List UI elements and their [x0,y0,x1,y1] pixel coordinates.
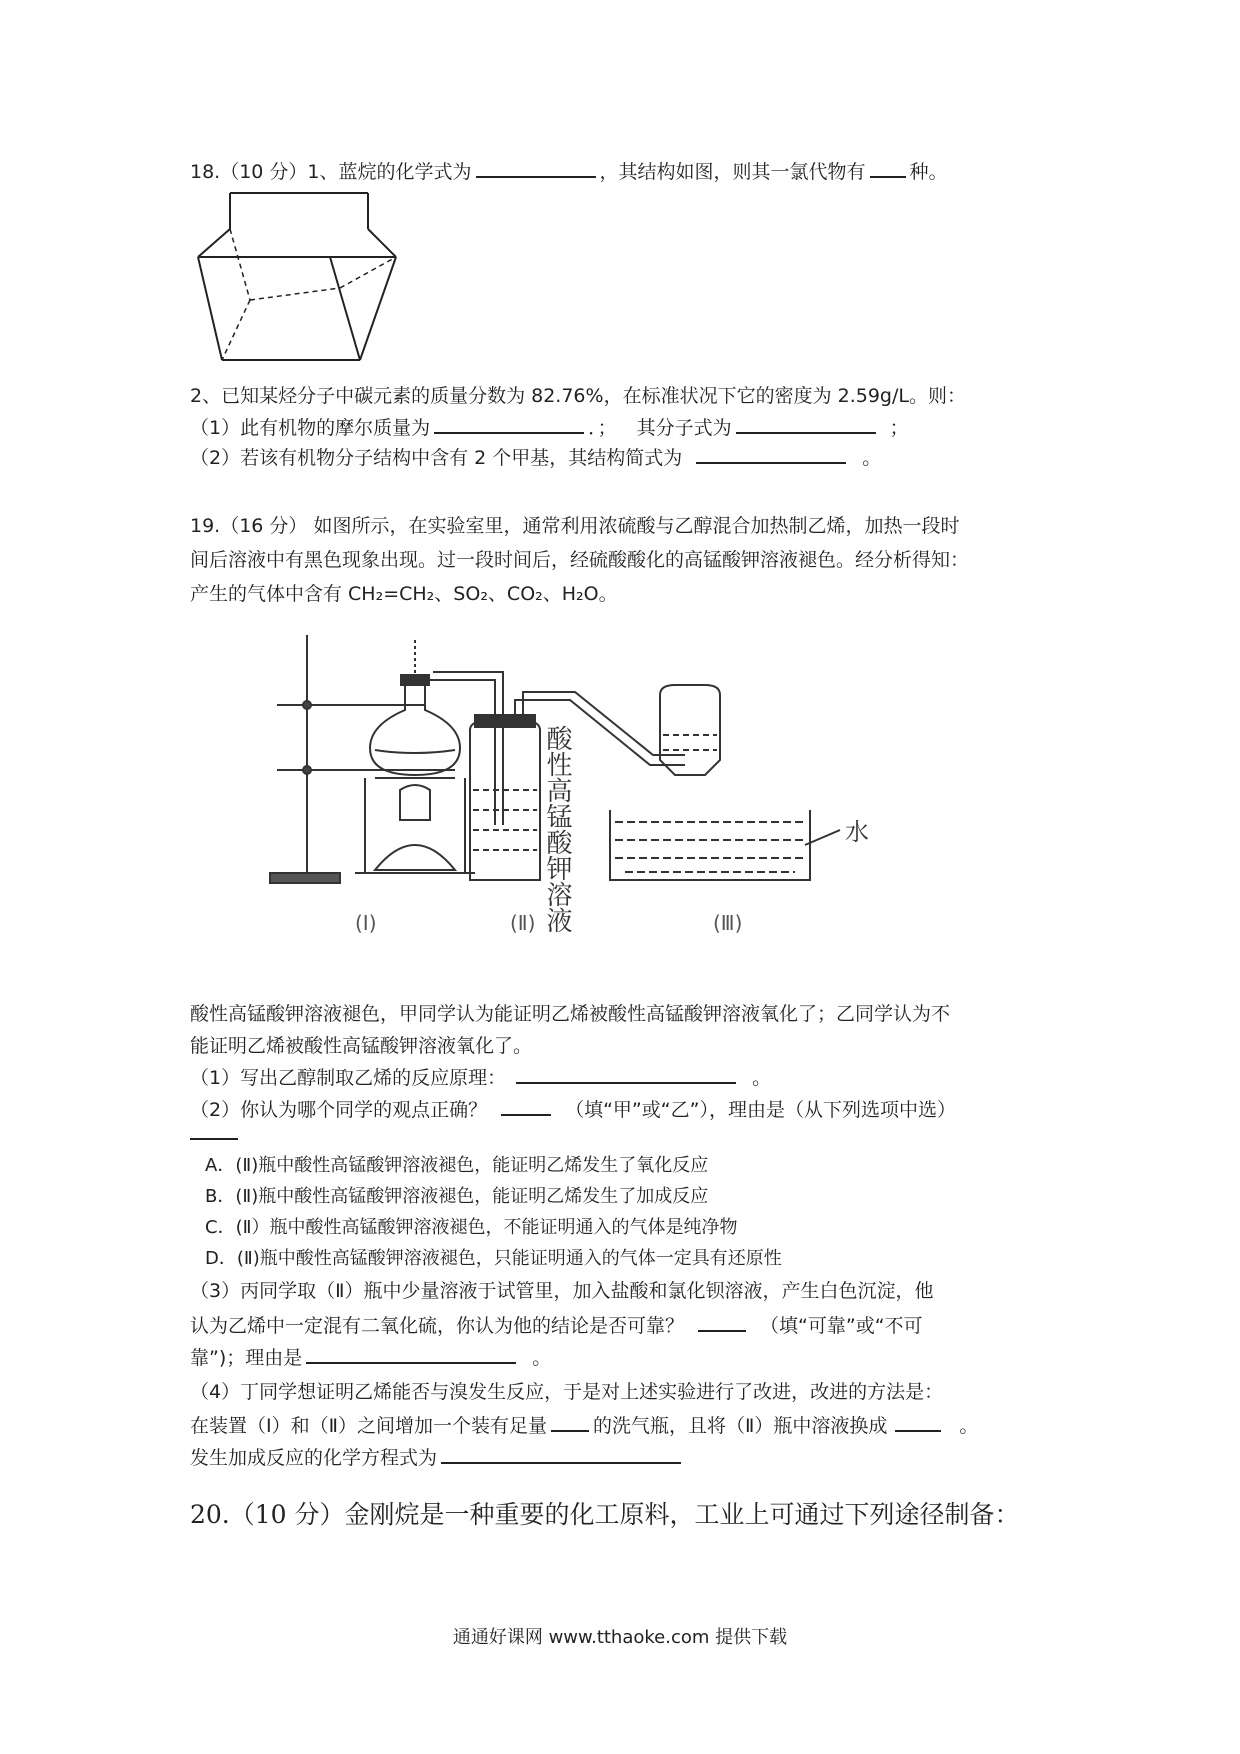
label-apparatus-3: (Ⅲ) [713,911,743,935]
reliability-reason-blank[interactable] [306,1342,516,1364]
molar-mass-blank[interactable] [434,412,584,434]
q18-part2-intro: 2、已知某烃分子中碳元素的质量分数为 82.76%，在标准状况下它的密度为 2.59g/L。则： [190,385,966,407]
option-d: D．(Ⅱ)瓶中酸性高锰酸钾溶液褪色，只能证明通入的气体一定具有还原性 [205,1248,782,1269]
sub1-end: 。 [752,1067,772,1089]
q19-sub4-line1: （4）丁同学想证明乙烯能否与溴发生反应，于是对上述实验进行了改进，改进的方法是： [190,1381,944,1403]
replace-solution-blank[interactable] [895,1410,941,1432]
correct-student-prompt: （2）你认为哪个同学的观点正确？ [190,1099,488,1121]
wash-bottle-prompt: 在装置（Ⅰ）和（Ⅱ）之间增加一个装有足量 [190,1415,547,1437]
label-apparatus-1: (Ⅰ) [355,911,377,935]
molar-mass-prompt: （1）此有机物的摩尔质量为 [190,417,431,439]
equation-prompt: 发生加成反应的化学方程式为 [190,1447,438,1469]
q18-unit: 种。 [909,161,948,183]
sub4-end: 。 [959,1415,979,1437]
q18-sub2 [190,442,881,472]
wash-bottle-blank[interactable] [551,1410,589,1432]
reason-label: 靠”)；理由是 [190,1347,303,1369]
q19-analysis-line2: 能证明乙烯被酸性高锰酸钾溶液氧化了。 [190,1035,533,1057]
bluealkane-structure-figure [190,185,410,385]
q19-analysis-line1: 酸性高锰酸钾溶液褪色，甲同学认为能证明乙烯被酸性高锰酸钾溶液氧化了；乙同学认为不 [190,1003,951,1025]
q19-sub3-line2 [190,1310,923,1340]
q19-intro-line3: 产生的气体中含有 CH₂=CH₂、SO₂、CO₂、H₂O。 [190,583,618,605]
isomer-count-blank[interactable] [870,156,906,178]
structure-formula-prompt: （2）若该有机物分子结构中含有 2 个甲基，其结构简式为 [190,447,683,469]
q19-sub3-line1: （3）丙同学取（Ⅱ）瓶中少量溶液于试管里，加入盐酸和氯化钡溶液，产生白色沉淀，他 [190,1280,934,1302]
reason-prompt: （填“甲”或“乙”），理由是（从下列选项中选） [565,1099,956,1121]
option-c: C．(Ⅱ）瓶中酸性高锰酸钾溶液褪色，不能证明通入的气体是纯净物 [205,1217,738,1238]
sub2-end: 。 [862,447,882,469]
q19-intro-line2: 间后溶液中有黑色现象出现。过一段时间后，经硫酸酸化的高锰酸钾溶液褪色。经分析得知： [190,549,970,571]
molecular-formula-blank[interactable] [736,412,876,434]
footer-source: 通通好课网 www.tthaoke.com 提供下载 [452,1627,788,1648]
q19-intro-line1: 19.（16 分） 如图所示，在实验室里，通常利用浓硫酸与乙醇混合加热制乙烯，加热一段时 [190,515,960,537]
label-apparatus-2: (Ⅱ) [510,911,536,935]
reaction-principle-blank[interactable] [516,1062,736,1084]
correct-student-blank[interactable] [501,1094,551,1116]
equation-blank[interactable] [441,1442,681,1464]
replace-solution-prompt: 的洗气瓶，且将（Ⅱ）瓶中溶液换成 [592,1415,888,1437]
sub1-separator: ．； [588,417,617,439]
reliable-prompt: 认为乙烯中一定混有二氧化硫，你认为他的结论是否可靠？ [190,1315,685,1337]
sub1-end: ； [889,417,909,439]
sub3-end: 。 [532,1347,552,1369]
q19-sub1 [190,1062,771,1092]
reason-blank[interactable] [190,1138,238,1140]
q19-sub3-line3 [190,1342,551,1372]
apparatus-figure [265,630,905,970]
option-b: B．(Ⅱ)瓶中酸性高锰酸钾溶液褪色，能证明乙烯发生了加成反应 [205,1186,709,1207]
reliable-blank[interactable] [698,1310,746,1332]
q18-formula-prompt: 18.（10 分）1、蓝烷的化学式为 [190,161,472,183]
q18-sub1 [190,412,909,442]
reliable-hint: （填“可靠”或“不可 [760,1315,923,1337]
q18-isomer-prompt: ，其结构如图，则其一氯代物有 [599,161,866,183]
structure-formula-blank[interactable] [696,442,846,464]
q19-sub4-line2 [190,1410,978,1440]
label-water: 水 [845,818,869,846]
q18-line1 [190,156,948,186]
q20-title: 20.（10 分）金刚烷是一种重要的化工原料，工业上可通过下列途径制备： [190,1500,1020,1529]
option-a: A．(Ⅱ)瓶中酸性高锰酸钾溶液褪色，能证明乙烯发生了氧化反应 [205,1155,709,1176]
reaction-principle-prompt: （1）写出乙醇制取乙烯的反应原理： [190,1067,507,1089]
label-kmno4-solution: 酸性高锰酸钾溶液 [542,725,572,933]
q19-sub2 [190,1094,956,1124]
q19-sub4-line3 [190,1442,685,1472]
molecular-formula-prompt: 其分子式为 [636,417,732,439]
formula-blank[interactable] [476,156,596,178]
